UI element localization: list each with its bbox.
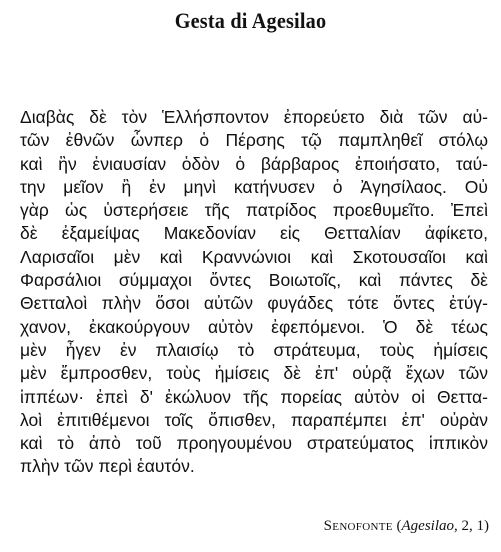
citation-author: Senofonte bbox=[323, 518, 393, 534]
page-title: Gesta di Agesilao bbox=[174, 8, 327, 33]
text-line: μὲν ἔμπροσθεν, τοὺς ἡμίσεις δὲ ἐπ' οὐρᾷ ἔχων τῶν bbox=[20, 363, 488, 384]
citation-work: Agesilao bbox=[401, 518, 454, 534]
text-line: χανον, ἐκακούργουν αὐτὸν ἐφεπόμενοι. Ὁ δὲ τέως bbox=[20, 316, 488, 337]
text-line: λοὶ ἐπιτιθέμενοι τοῖς ὄπισθεν, παραπέμπει ἐπ' οὐρὰν bbox=[20, 409, 488, 430]
text-line: δὲ ἐξαμείψας Μακεδονίαν εἰς Θετταλίαν ἀφίκετο, bbox=[20, 223, 488, 244]
text-line: τῶν ἐθνῶν ὧνπερ ὁ Πέρσης τῷ παμπληθεῖ στόλῳ bbox=[20, 130, 488, 151]
text-line: Λαρισαῖοι μὲν καὶ Κραννώνιοι καὶ Σκοτουσαῖοι καὶ bbox=[20, 246, 488, 267]
greek-passage bbox=[20, 106, 488, 479]
text-line: Διαβὰς δὲ τὸν Ἑλλήσποντον ἐπορεύετο διὰ τῶν αὐ- bbox=[20, 107, 488, 127]
text-line: ἱππέων· ἐπεὶ δ' ἐκώλυον τῆς πορείας αὐτὸν οἱ Θεττα- bbox=[20, 386, 488, 407]
text-line: καὶ τὸ ἀπὸ τοῦ προηγουμένου στρατεύματος ἱππικὸν bbox=[20, 433, 488, 454]
citation-reference: , 2, 1) bbox=[454, 518, 489, 534]
source-citation bbox=[324, 518, 489, 535]
text-line: μὲν ἦγεν ἐν πλαισίῳ τὸ στράτευμα, τοὺς ἡμίσεις bbox=[20, 339, 488, 360]
citation-open-paren: ( bbox=[396, 518, 402, 534]
text-line: την μεῖον ἢ ἐν μηνὶ κατήνυσεν ὁ Ἀγησίλαος. Οὐ bbox=[20, 176, 488, 197]
text-line: γὰρ ὡς ὑστερήσειε τῆς πατρίδος προεθυμεῖτο. Ἐπεὶ bbox=[20, 200, 488, 221]
text-line: Θετταλοὶ πλὴν ὅσοι αὐτῶν φυγάδες τότε ὄντες ἐτύγ- bbox=[20, 293, 488, 314]
text-line: πλὴν τῶν περὶ ἑαυτόν. bbox=[20, 456, 195, 477]
text-line: καὶ ἣν ἐνιαυσίαν ὁδὸν ὁ βάρβαρος ἐποιήσατο, ταύ- bbox=[20, 153, 488, 174]
text-line: Φαρσάλιοι σύμμαχοι ὄντες Βοιωτοῖς, καὶ πάντες δὲ bbox=[20, 270, 488, 291]
